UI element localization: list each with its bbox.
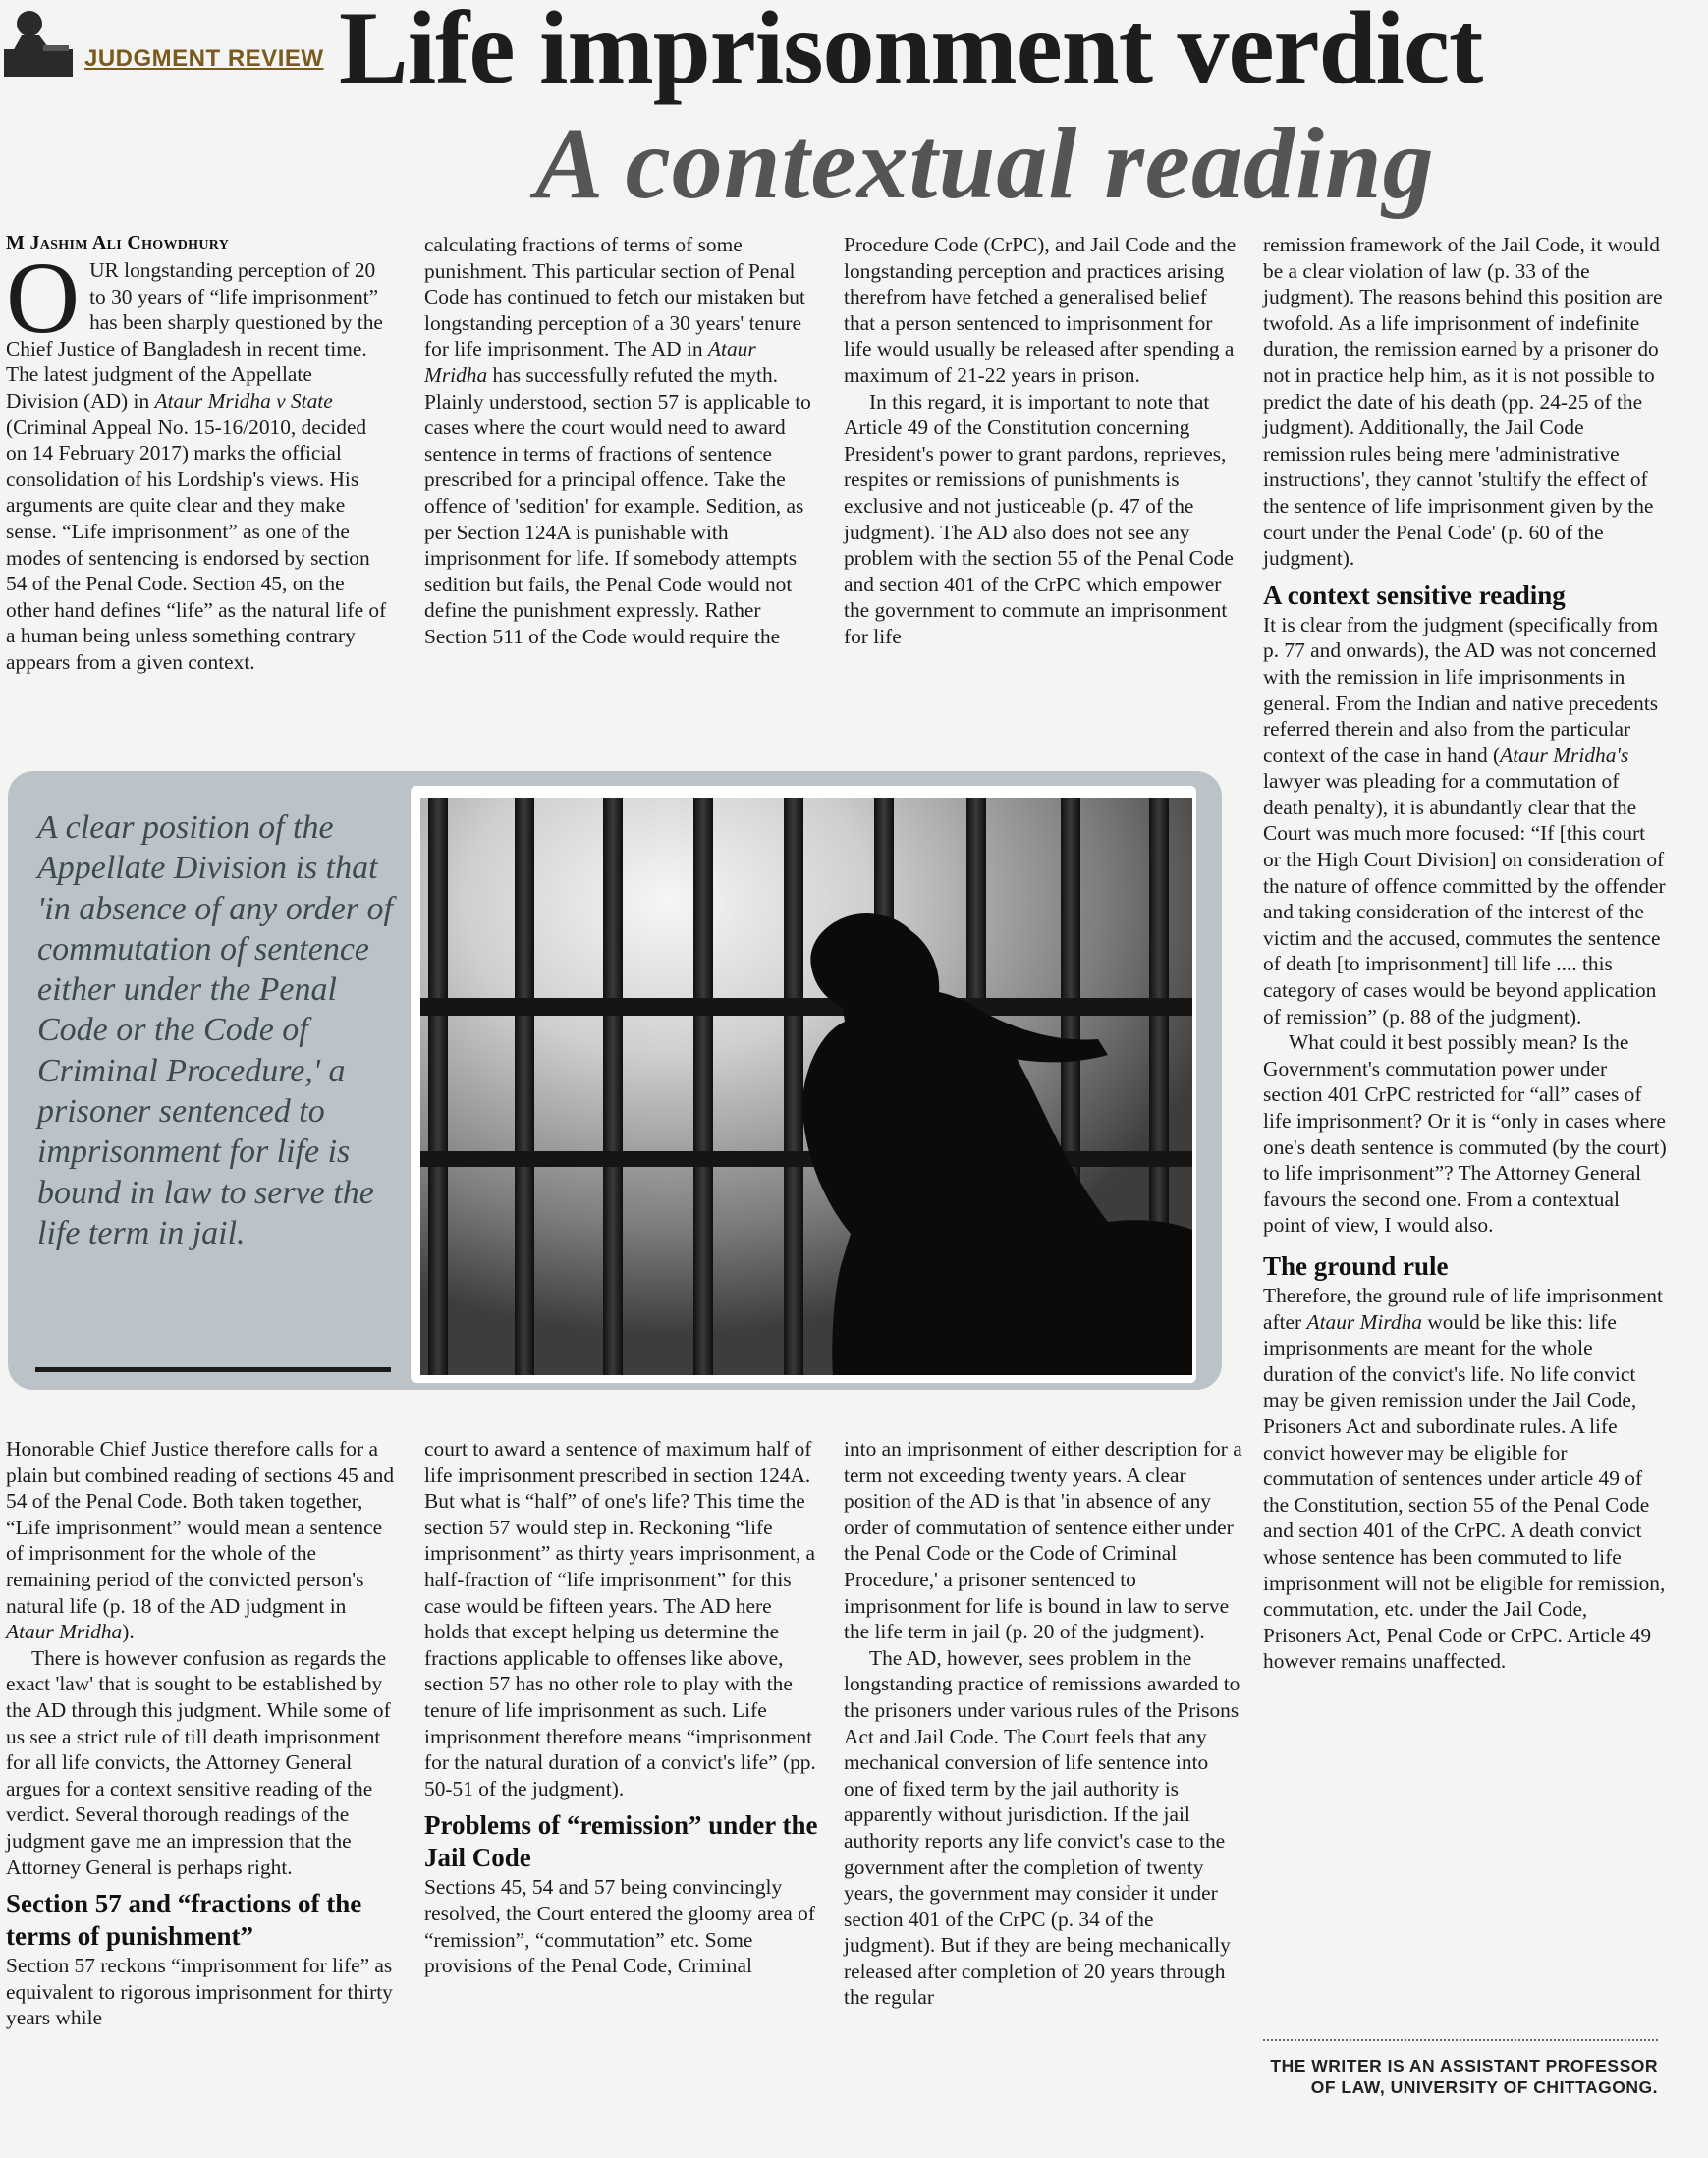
paragraph: Section 57 reckons “imprisonment for life” as equivalent to rigorous imprisonment for thirty years while xyxy=(6,1954,393,2030)
author-note: THE WRITER IS AN ASSISTANT PROFESSOR OF LAW, UNIVERSITY OF CHITTAGONG. xyxy=(1270,2056,1658,2097)
paragraph: Procedure Code (CrPC), and Jail Code and the longstanding perception and practices arising therefrom have fetched a generalised belief that a person sentenced to imprisonment for life would usually be released after spending a maximum of 21-22 years in prison. xyxy=(844,233,1237,387)
paragraph: remission framework of the Jail Code, it would be a clear violation of law (p. 33 of the judgment). The reasons behind this position are twofold. As a life imprisonment of indefinite duration, the remission earned by a prisoner do not in practice help him, as it is not possible to predict the date of his death (pp. 24-25 of the judgment). Additionally, the Jail Code remission rules being mere 'administrative instructions', they cannot 'stultify the effect of the sentence of life imprisonment given by the court under the Penal Code' (p. 60 of the judgment). xyxy=(1263,233,1663,571)
paragraph: calculating fractions of terms of some punishment. This particular section of Penal Code has continued to fetch our mistaken but longstanding perception of a 30 years' tenure for life imprisonment. The AD in Ataur Mridha has successfully refuted the myth. Plainly understood, section 57 is applicable to cases where the court would need to award sentence in terms of fractions of sentence prescribed for a principal offence. Take the offence of 'sedition' for example. Sedition, as per Section 124A is punishable with imprisonment for life. If somebody attempts sedition but fails, the Penal Code would not define the punishment expressly. Rather Section 511 of the Code would require the xyxy=(424,233,811,648)
column-2-top xyxy=(424,232,817,650)
footer-divider xyxy=(1263,2039,1658,2041)
subheading: Problems of “remission” under the Jail Code xyxy=(424,1810,818,1873)
paragraph: It is clear from the judgment (specifically from p. 77 and onwards), the AD was not concerned with the remission in life imprisonments in general. From the Indian and native precedents referred therein and also from the particular context of the case in hand (Ataur Mridha's lawyer was pleading for a commutation of death penalty), it is abundantly clear that the Court was much more focused: “If [this court or the High Court Division] on consideration of the nature of offence committed by the offender and taking consideration of the interest of the victim and the accused, commutes the sentence of death [to imprisonment] till life .... this category of cases would be beyond application of remission” (p. 88 of the judgment). xyxy=(1263,612,1666,1028)
divider xyxy=(35,1367,391,1372)
paragraph: OUR longstanding perception of 20 to 30 years of “life imprisonment” has been sharply questioned by the Chief Justice of Bangladesh in recent time. The latest judgment of the Appellate Division (AD) in Ataur Mridha v State (Criminal Appeal No. 15-16/2010, decided on 14 February 2017) marks the official consolidation of his Lordship's views. His arguments are quite clear and they make sense. “Life imprisonment” as one of the modes of sentencing is endorsed by section 54 of the Penal Code. Section 45, on the other hand defines “life” as the natural life of a human being unless something contrary appears from a given context. xyxy=(6,242,387,674)
paragraph: There is however confusion as regards the exact 'law' that is sought to be established by the AD through this judgment. While some of us see a strict rule of till death imprisonment for all life convicts, the Attorney General argues for a context sensitive reading of the verdict. Several thorough readings of the judgment gave me an impression that the Attorney General is perhaps right. xyxy=(6,1645,391,1879)
column-1-bottom xyxy=(6,1436,399,2031)
paragraph: into an imprisonment of either description for a term not exceeding twenty years. A clear position of the AD is that 'in absence of any order of commutation of sentence either under the Penal Code or the Code of Criminal Procedure,' a prisoner sentenced to imprisonment for life is bound in law to serve the life term in jail (p. 20 of the judgment). xyxy=(844,1437,1242,1644)
pull-quote: A clear position of the Appellate Division is that 'in absence of any order of commutation of sentence either under the Penal Code or the Code of Criminal Procedure,' a prisoner sentenced to imprisonment for life is bound in law to serve the life term in jail. xyxy=(37,809,393,1251)
byline: M Jashim Ali Chowdhury xyxy=(6,232,230,253)
subheading: The ground rule xyxy=(1263,1250,1449,1281)
drop-cap: O xyxy=(6,242,81,355)
prisoner-silhouette-photo xyxy=(420,798,1192,1375)
subheading: A context sensitive reading xyxy=(1263,580,1566,610)
reader-icon xyxy=(4,6,73,77)
section-label: JUDGMENT REVIEW xyxy=(84,45,324,72)
column-2-bottom xyxy=(424,1436,819,1979)
paragraph: The AD, however, sees problem in the longstanding practice of remissions awarded to the prisoners under various rules of the Prisons Act and Jail Code. The Court feels that any mechanical conversion of life sentence into one of fixed term by the jail authority is apparently without jurisdiction. If the jail authority reports any life convict's case to the government after the completion of twenty years, the government may consider it under section 401 of the CrPC (p. 34 of the judgment). But if they are being mechanically released after completion of 20 years through the regular xyxy=(844,1645,1240,2010)
subheading: Section 57 and “fractions of the terms of punishment” xyxy=(6,1889,362,1952)
paragraph: Sections 45, 54 and 57 being convincingly resolved, the Court entered the gloomy area of “remission”, “commutation” etc. Some provisions of the Penal Code, Criminal xyxy=(424,1875,815,1978)
paragraph: In this regard, it is important to note that Article 49 of the Constitution concerning President's power to grant pardons, reprieves, respites or remissions of punishments is exclusive and not justiceable (p. 47 of the judgment). The AD also does not see any problem with the section 55 of the Penal Code and section 401 of the CrPC which empower the government to commute an imprisonment for life xyxy=(844,389,1234,648)
paragraph: Therefore, the ground rule of life imprisonment after Ataur Mirdha would be like this: life imprisonments are meant for the whole duration of the convict's life. No life convict may be given remission under the Jail Code, Prisoners Act and subordinate rules. A life convict however may be eligible for commutation of sentences under article 49 of the Constitution, section 55 of the Penal Code and section 401 of the CrPC. A death convict whose sentence has been commuted to life imprisonment will not be eligible for remission, commutation, etc. under the Jail Code, Prisoners Act, Penal Code or CrPC. Article 49 however remains unaffected. xyxy=(1263,1283,1666,1674)
paragraph: Honorable Chief Justice therefore calls for a plain but combined reading of sections 45 and 54 of the Penal Code. Both taken together, “Life imprisonment” would mean a sentence of imprisonment for the whole of the remaining period of the convicted person's natural life (p. 18 of the AD judgment in Ataur Mridha). xyxy=(6,1437,395,1644)
paragraph: court to award a sentence of maximum half of life imprisonment prescribed in section 124A. But what is “half” of one's life? This time the section 57 would step in. Reckoning “life imprisonment” as thirty years imprisonment, a half-fraction of “life imprisonment” for this case would be fifteen years. The AD here holds that except helping us determine the fractions applicable to offenses like above, section 57 has no other role to play with the tenure of life imprisonment as such. Life imprisonment therefore means “imprisonment for the natural duration of a convict's life” (pp. 50-51 of the judgment). xyxy=(424,1437,816,1800)
column-3-bottom xyxy=(844,1436,1242,2011)
subheadline: A contextual reading xyxy=(535,107,1435,220)
column-4 xyxy=(1263,232,1668,1675)
headline: Life imprisonment verdict xyxy=(339,0,1483,105)
paragraph: What could it best possibly mean? Is the Government's commutation power under section 401 CrPC restricted for “all” cases of life imprisonment? Or it is “only in cases where one's death sentence is commuted (by the court) to life imprisonment”? The Attorney General favours the second one. From a contextual point of view, I would also. xyxy=(1263,1030,1667,1238)
column-3-top xyxy=(844,232,1237,650)
